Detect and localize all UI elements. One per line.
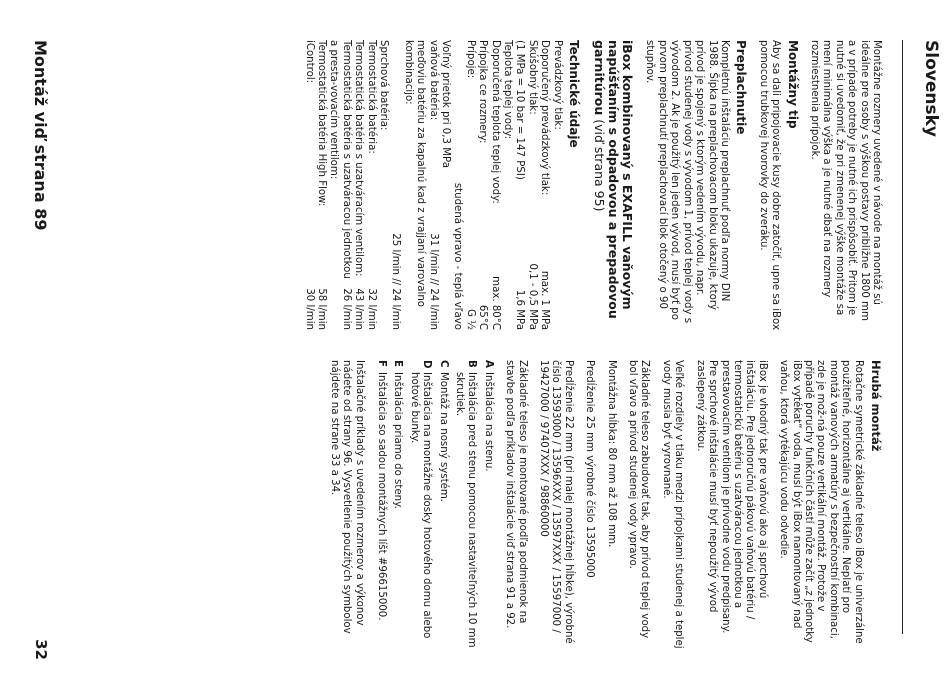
spec-row — [501, 40, 513, 330]
install-type-item — [481, 360, 493, 650]
spec-row — [451, 40, 463, 330]
spec-value: 30 l/min — [303, 288, 315, 330]
spec-value: 58 l/min — [315, 288, 327, 330]
install-type-text: Inštalácia priamo do steny. — [392, 372, 404, 509]
install-type-letter: B — [466, 360, 478, 368]
page-number: 32 — [32, 639, 50, 660]
spec-label: vaňová batéria: — [427, 40, 439, 121]
spec-label: Teplota teplej vody: — [502, 40, 514, 140]
install-type-letter: D — [421, 360, 433, 369]
spec-value: 26 l/min — [340, 288, 352, 330]
spec-value: 65°C — [477, 304, 489, 330]
spec-value: 0,1 - 0,5 MPa — [526, 263, 538, 330]
extension-22-paragraph: Predĺženie 22 mm (pri malej montážnej hĺbke), výrobné číslo 13593000 / 13596XXX / 13597XXX / 15597000 / 19427000 / 97407XXX / 98860000 — [538, 360, 574, 644]
rough-paragraph-3: Veľké rozdiely v tlaku medzi prípojkami studenej a teplej vody musia byť vyrovnané. — [660, 360, 685, 649]
spec-row — [401, 40, 426, 330]
install-type-item — [375, 360, 387, 650]
install-type-text: Montáž na nosný systém. — [437, 372, 449, 503]
install-type-letter: E — [392, 360, 404, 367]
flush-heading: Preplachnutie — [734, 40, 749, 135]
spec-row — [550, 40, 562, 330]
spec-row — [327, 40, 352, 330]
spec-row — [439, 40, 451, 330]
spec-label: Voľný prietok pri 0,3 MPa — [440, 40, 452, 168]
spec-row — [315, 40, 327, 330]
spec-value — [439, 324, 451, 330]
extension-25-paragraph: Predĺženie 25 mm výrobné číslo 13595000 — [584, 360, 596, 578]
spec-row — [463, 40, 475, 330]
flush-paragraph: Kompletnú inštaláciu preplachnuť podľa normy DIN 1988. Šípka na preplachovacom bloku ukazuje, ktorý prívod je spojený s ktorým vedením vývodu, napr. prívod studenej vody s vývodom 1, prívod teplej vody s vývodom 2. Ak je použitý len jeden vývod, musí byť po prvom preplachnutí preplachovací blok otočený o 90 stupňov. — [644, 40, 730, 324]
spec-value — [501, 324, 513, 330]
spec-value: studená vpravo - teplá vľavo — [452, 182, 464, 330]
spec-row — [488, 40, 500, 330]
spec-row — [538, 40, 550, 330]
install-type-item — [407, 360, 432, 650]
spec-label: Skúšobný tlak: — [526, 40, 538, 115]
rough-paragraph-4: Základné teleso zabudovať tak, aby prívod teplej vody bol vľavo a prívod studenej vody vpravo. — [627, 360, 651, 639]
footer-title: Montáž viď strana 89 — [31, 40, 50, 231]
rough-paragraph-1: Rotačne symetrické základné teleso iBox je univerzálne použiteľné, horizontálne aj vertikálne. Neplatí pro montáž vanových armatúry s bezpečnostní kombinaci, zde je mož-ná pouze vertikální montáž. Protože v případě poruchy funkčních částí může začít „z jednotky iBox vytékat“ voda, musí být iBox namontovaný nad vaňou, ktorá vytékajúcu vodu odvedie. — [778, 360, 864, 644]
spec-label: meďoviu batériu za kapalnú kad z vrajjaní varovalno kombinacijo: — [402, 40, 427, 308]
spec-value: max. 80°C — [489, 276, 501, 330]
spec-row — [389, 40, 401, 330]
spec-row — [513, 40, 525, 330]
spec-row — [352, 40, 364, 330]
install-type-text: Inštalácia pred stenu pomocou nastaviteľných 10 mm skrutiek. — [454, 372, 478, 648]
spec-row — [525, 40, 537, 330]
spec-row — [302, 40, 314, 330]
spec-label: Prípoje: — [464, 40, 476, 79]
spec-label: Termostatická batéria s uzatváracou jednotkou a presta-vovacím ventilom: — [328, 40, 352, 279]
install-type-text: Inštalácia so sadou montážnych líšt #96615000. — [376, 372, 387, 621]
spec-row — [426, 40, 438, 330]
spec-value: max. 1 MPa — [539, 270, 551, 330]
examples-paragraph: Inštalačné príklady s uvedením rozmerov a výkonov nádete od strany 96. Vysvetlenie použitých symbolov nájdete na strane 33 a 34. — [328, 360, 365, 634]
spec-value: 1,6 MPa — [514, 289, 526, 330]
spec-value: 25 l/min // 24 l/min — [390, 233, 402, 330]
spec-value — [550, 324, 562, 330]
spec-label: Doporučený prevádzkový tlak: — [539, 40, 551, 196]
install-type-list — [375, 360, 494, 650]
left-column — [318, 360, 882, 650]
spec-value — [377, 324, 389, 330]
spec-value — [401, 324, 426, 330]
install-type-letter: A — [482, 360, 494, 368]
install-type-item — [453, 360, 478, 650]
spec-row — [377, 40, 389, 330]
intro-paragraph: Montážne rozmery uvedené v návode na montáž sú ideálne pre osoby s výškou postavy približne 1800 mm a v prípade potreby je nutné ich prispôsobiť. Pritom je nutné si uvedomiť, že pri zmenenej výške montáže sa mení minimálna výška a je nutné dbať na rozmery rozmiestnenia prípojok. — [808, 40, 882, 321]
spec-value: 43 l/min — [353, 288, 365, 330]
tip-paragraph: Aby sa dali pripojovacie kusy dobre zatočiť, upne sa iBox pomocou trubkovej hvorovky do zveráku. — [757, 40, 782, 330]
depth-paragraph: Montážna hĺbka: 80 mm až 108 mm. — [605, 360, 617, 548]
spec-label: iControl: — [303, 40, 315, 84]
tech-heading: Technické údaje — [567, 40, 582, 148]
mounting-paragraph: Základné teleso je montované podľa podmienok na stavbe podľa príkladov inštalácie viď strana 91 a 92. — [504, 360, 528, 629]
exafill-heading — [592, 40, 634, 330]
spec-label: Sprchová batéria: — [378, 40, 389, 131]
spec-label: Termostatická batéria: — [365, 40, 377, 154]
exafill-heading-text: iBox kombinovaný s EXAFILL vaňovým napúšťaním s odpadovou a prepadovou garnitúrou — [592, 40, 636, 319]
spec-row — [364, 40, 376, 330]
spec-table — [302, 40, 563, 330]
spec-value: G ½ — [464, 308, 476, 330]
rough-install-heading: Hrubá montáž — [869, 360, 883, 452]
spec-row — [476, 40, 488, 330]
header-rule — [902, 40, 903, 634]
install-type-letter: C — [437, 360, 449, 368]
install-type-letter: F — [376, 360, 387, 367]
install-type-item — [436, 360, 448, 650]
spec-label: Termostatická batéria High Flow: — [315, 40, 327, 207]
spec-label: Prípojka ce rozmery: — [477, 40, 489, 144]
page-title: Slovensky — [921, 40, 941, 137]
tip-heading: Montážny tip — [785, 40, 800, 129]
spec-value: 32 l/min — [365, 288, 377, 330]
right-column — [302, 40, 882, 330]
spec-label: Doporučená teplota teplej vody: — [489, 40, 501, 204]
exafill-heading-ref: (viď strana 95) — [592, 115, 608, 212]
spec-label: (1 MPa = 10 bar = 147 PSI) — [514, 40, 526, 180]
spec-label: Prevádzkový tlak: — [551, 40, 563, 130]
rough-paragraph-2: iBox je vhodný tak pre vaňovú ako aj sprchovú inštaláciu. Pre jednoručnú pákovú vaňovú batériu / termostatickú batériu s uzatváracou jednotkou a prestavovacím ventilom je prívodne vodu predpisany. Pre sprchové inštalácie musí byť nepoužitý vývod zaslepený zátkou. — [694, 360, 768, 634]
install-type-text: Inštalácia na stenu. — [482, 372, 494, 472]
install-type-item — [391, 360, 403, 650]
spec-label: Termostatická batéria s uzatváracím ventilom: — [353, 40, 365, 277]
install-type-text: Inštalácia na montážne dosky hotového domu alebo hotové bunky. — [408, 372, 433, 639]
spec-value: 31 l/min // 24 l/min — [427, 233, 439, 330]
